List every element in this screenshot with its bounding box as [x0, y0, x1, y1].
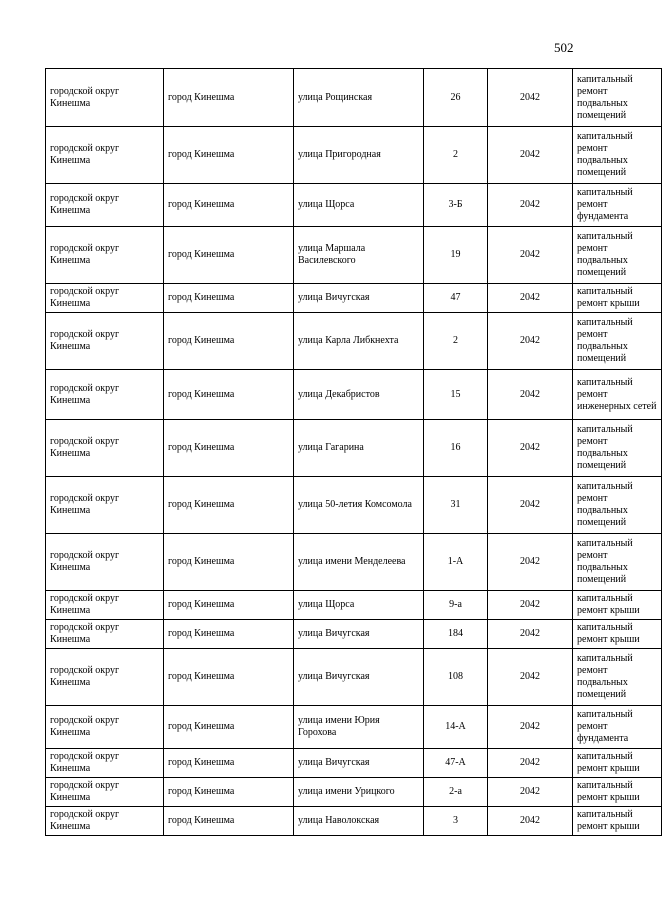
city-cell: город Кинешма [164, 620, 294, 649]
district-cell: городской округ Кинешма [46, 620, 164, 649]
street-cell: улица Наволокская [294, 807, 424, 836]
year-cell: 2042 [488, 649, 573, 706]
year-cell: 2042 [488, 127, 573, 184]
city-cell: город Кинешма [164, 591, 294, 620]
city-cell: город Кинешма [164, 69, 294, 127]
house-number-cell: 3-Б [424, 184, 488, 227]
house-number-cell: 1-А [424, 534, 488, 591]
work-type-cell: капитальный ремонт крыши [573, 807, 662, 836]
work-type-cell: капитальный ремонт подвальных помещений [573, 420, 662, 477]
work-type-cell: капитальный ремонт инженерных сетей [573, 370, 662, 420]
year-cell: 2042 [488, 184, 573, 227]
street-cell: улица Вичугская [294, 284, 424, 313]
work-type-cell: капитальный ремонт фундамента [573, 706, 662, 749]
city-cell: город Кинешма [164, 420, 294, 477]
house-number-cell: 31 [424, 477, 488, 534]
street-cell: улица Рощинская [294, 69, 424, 127]
city-cell: город Кинешма [164, 778, 294, 807]
street-cell: улица Вичугская [294, 620, 424, 649]
table-row [46, 591, 662, 620]
street-cell: улица имени Юрия Горохова [294, 706, 424, 749]
district-cell: городской округ Кинешма [46, 591, 164, 620]
table-row [46, 227, 662, 284]
house-number-cell: 2-а [424, 778, 488, 807]
house-number-cell: 184 [424, 620, 488, 649]
district-cell: городской округ Кинешма [46, 69, 164, 127]
city-cell: город Кинешма [164, 313, 294, 370]
work-type-cell: капитальный ремонт подвальных помещений [573, 313, 662, 370]
work-type-cell: капитальный ремонт подвальных помещений [573, 649, 662, 706]
district-cell: городской округ Кинешма [46, 370, 164, 420]
work-type-cell: капитальный ремонт крыши [573, 749, 662, 778]
repair-schedule-table [45, 68, 662, 836]
page-number: 502 [554, 40, 574, 55]
work-type-cell: капитальный ремонт крыши [573, 620, 662, 649]
district-cell: городской округ Кинешма [46, 184, 164, 227]
house-number-cell: 15 [424, 370, 488, 420]
year-cell: 2042 [488, 420, 573, 477]
house-number-cell: 9-а [424, 591, 488, 620]
house-number-cell: 2 [424, 127, 488, 184]
year-cell: 2042 [488, 749, 573, 778]
year-cell: 2042 [488, 227, 573, 284]
year-cell: 2042 [488, 706, 573, 749]
house-number-cell: 14-А [424, 706, 488, 749]
street-cell: улица имени Урицкого [294, 778, 424, 807]
district-cell: городской округ Кинешма [46, 227, 164, 284]
street-cell: улица Декабристов [294, 370, 424, 420]
district-cell: городской округ Кинешма [46, 477, 164, 534]
table-row [46, 477, 662, 534]
work-type-cell: капитальный ремонт фундамента [573, 184, 662, 227]
table-row [46, 807, 662, 836]
city-cell: город Кинешма [164, 706, 294, 749]
district-cell: городской округ Кинешма [46, 749, 164, 778]
table-row [46, 284, 662, 313]
table-row [46, 706, 662, 749]
street-cell: улица 50-летия Комсомола [294, 477, 424, 534]
house-number-cell: 108 [424, 649, 488, 706]
city-cell: город Кинешма [164, 477, 294, 534]
district-cell: городской округ Кинешма [46, 420, 164, 477]
table-row [46, 184, 662, 227]
city-cell: город Кинешма [164, 749, 294, 778]
work-type-cell: капитальный ремонт подвальных помещений [573, 69, 662, 127]
table-row [46, 420, 662, 477]
year-cell: 2042 [488, 477, 573, 534]
work-type-cell: капитальный ремонт крыши [573, 284, 662, 313]
table-row [46, 370, 662, 420]
street-cell: улица Маршала Василевского [294, 227, 424, 284]
table-row [46, 778, 662, 807]
street-cell: улица Щорса [294, 184, 424, 227]
street-cell: улица Карла Либкнехта [294, 313, 424, 370]
year-cell: 2042 [488, 620, 573, 649]
table-row [46, 620, 662, 649]
house-number-cell: 26 [424, 69, 488, 127]
street-cell: улица Вичугская [294, 649, 424, 706]
year-cell: 2042 [488, 807, 573, 836]
city-cell: город Кинешма [164, 649, 294, 706]
city-cell: город Кинешма [164, 127, 294, 184]
district-cell: городской округ Кинешма [46, 313, 164, 370]
year-cell: 2042 [488, 284, 573, 313]
house-number-cell: 47-А [424, 749, 488, 778]
district-cell: городской округ Кинешма [46, 127, 164, 184]
street-cell: улица Пригородная [294, 127, 424, 184]
table-body [46, 69, 662, 836]
city-cell: город Кинешма [164, 534, 294, 591]
street-cell: улица Вичугская [294, 749, 424, 778]
city-cell: город Кинешма [164, 184, 294, 227]
district-cell: городской округ Кинешма [46, 534, 164, 591]
table-row [46, 749, 662, 778]
table-row [46, 534, 662, 591]
work-type-cell: капитальный ремонт подвальных помещений [573, 534, 662, 591]
city-cell: город Кинешма [164, 284, 294, 313]
district-cell: городской округ Кинешма [46, 649, 164, 706]
city-cell: город Кинешма [164, 227, 294, 284]
year-cell: 2042 [488, 534, 573, 591]
district-cell: городской округ Кинешма [46, 706, 164, 749]
district-cell: городской округ Кинешма [46, 807, 164, 836]
work-type-cell: капитальный ремонт подвальных помещений [573, 227, 662, 284]
work-type-cell: капитальный ремонт подвальных помещений [573, 127, 662, 184]
district-cell: городской округ Кинешма [46, 284, 164, 313]
work-type-cell: капитальный ремонт крыши [573, 778, 662, 807]
house-number-cell: 47 [424, 284, 488, 313]
house-number-cell: 19 [424, 227, 488, 284]
house-number-cell: 16 [424, 420, 488, 477]
district-cell: городской округ Кинешма [46, 778, 164, 807]
table-row [46, 69, 662, 127]
year-cell: 2042 [488, 69, 573, 127]
year-cell: 2042 [488, 591, 573, 620]
house-number-cell: 2 [424, 313, 488, 370]
work-type-cell: капитальный ремонт крыши [573, 591, 662, 620]
year-cell: 2042 [488, 370, 573, 420]
year-cell: 2042 [488, 778, 573, 807]
street-cell: улица Щорса [294, 591, 424, 620]
city-cell: город Кинешма [164, 370, 294, 420]
street-cell: улица имени Менделеева [294, 534, 424, 591]
work-type-cell: капитальный ремонт подвальных помещений [573, 477, 662, 534]
table-row [46, 127, 662, 184]
street-cell: улица Гагарина [294, 420, 424, 477]
table-row [46, 649, 662, 706]
house-number-cell: 3 [424, 807, 488, 836]
city-cell: город Кинешма [164, 807, 294, 836]
table-row [46, 313, 662, 370]
year-cell: 2042 [488, 313, 573, 370]
